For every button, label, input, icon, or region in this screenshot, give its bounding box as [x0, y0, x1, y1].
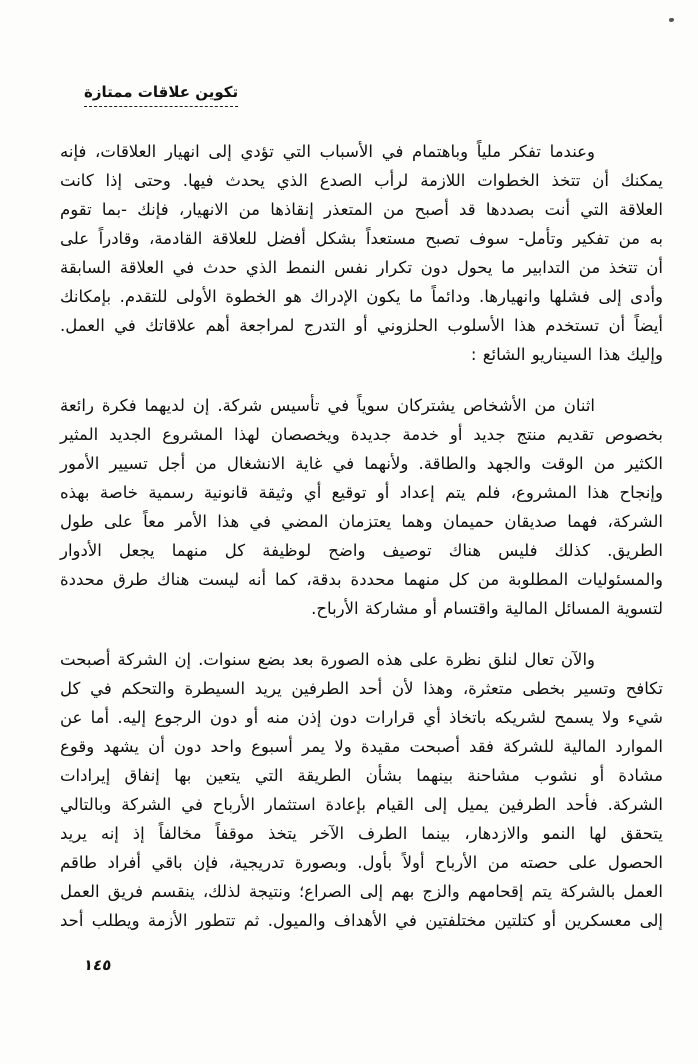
text-line: اثنان من الأشخاص يشتركان سوياً في تأسيس شركة. إن لديهما فكرة رائعة	[60, 396, 595, 415]
paragraph-2	[60, 391, 663, 623]
scan-artifact	[669, 18, 674, 22]
text-line: وعندما تفكر ملياً وباهتمام في الأسباب التي تؤدي إلى انهيار العلاقات، فإنه	[60, 142, 595, 161]
text-line: الشركة. فأحد الطرفين يميل إلى القيام بإعادة استثمار الأرباح في الشركة وبالتالي	[60, 795, 663, 814]
paragraph-1	[60, 137, 663, 369]
text-line: يمكنك أن تتخذ الخطوات اللازمة لرأب الصدع الذي يحدث فيها. وحتى إذا كانت	[60, 171, 663, 190]
body-text	[60, 137, 663, 957]
text-line: به من تفكير وتأمل- سوف تصبح مستعداً بشكل أفضل للعلاقة القادمة، وقادراً على	[60, 229, 663, 248]
text-line: الشركة، فهما صديقان حميمان وهما يعتزمان المضي في هذا الأمر معاً على طول	[60, 512, 663, 531]
text-line: الطريق. كذلك فليس هناك توصيف واضح لوظيفة كل منهما يجعل الأدوار	[60, 541, 663, 560]
paragraph-3	[60, 645, 663, 935]
text-line: العمل بالشركة يتم إقحامهم والزج بهم إلى الصراع؛ ونتيجة لذلك، ينقسم فريق العمل	[60, 882, 663, 901]
text-line: والمسئوليات المطلوبة من كل منهما محددة بدقة، كما أنه ليست هناك طرق محددة	[60, 570, 663, 589]
text-line: والآن تعال لنلق نظرة على هذه الصورة بعد بضع سنوات. إن الشركة أصبحت	[60, 650, 595, 669]
text-line: تكافح وتسير بخطى متعثرة، وهذا لأن أحد الطرفين يريد السيطرة والتحكم في كل	[60, 679, 663, 698]
text-line: وإنجاح هذا المشروع، فلم يتم إعداد أو توقيع أي وثيقة قانونية رسمية خاصة بهذه	[60, 483, 663, 502]
running-head-title: تكوين علاقات ممتازة	[84, 83, 238, 107]
text-line: إلى معسكرين أو كتلتين مختلفتين في الأهداف والميول. ثم تتطور الأزمة ويطلب أحد	[60, 911, 663, 930]
text-line: مشادة أو نشوب مشاحنة بينهما بشأن الطريقة التي يتعين بها إنفاق إيرادات	[60, 766, 663, 785]
text-line: أن تتخذ من التدابير ما يحول دون تكرار نفس النمط الذي حدث في العلاقة السابقة	[60, 258, 663, 277]
text-line: أيضاً أن تستخدم هذا الأسلوب الحلزوني أو التدرج لمراجعة أهم علاقاتك في العمل.	[60, 316, 663, 335]
text-line: العلاقة التي أنت بصددها قد أصبح من المتعذر إنقاذها من الانهيار، فإنك -بما تقوم	[60, 200, 663, 219]
text-line: يتحقق لها النمو والازدهار، بينما الطرف الآخر يتخذ موقفاً مخالفاً إذ إنه يريد	[60, 824, 663, 843]
text-line: وإليك هذا السيناريو الشائع :	[470, 345, 663, 364]
text-line: الحصول على حصته من الأرباح أولاً بأول. وبصورة تدريجية، فإن باقي أفراد طاقم	[60, 853, 663, 872]
text-line: وأدى إلى فشلها وانهيارها. ودائماً ما يكون الإدراك هو الخطوة الأولى للتقدم. بإمكانك	[60, 287, 663, 306]
text-line: لتسوية المسائل المالية واقتسام أو مشاركة الأرباح.	[311, 599, 663, 618]
running-head	[84, 82, 238, 107]
page-number: ١٤٥	[82, 956, 113, 974]
text-line: الكثير من الوقت والجهد والطاقة. ولأنهما في غاية الانشغال من أجل تسيير الأمور	[60, 454, 663, 473]
text-line: الموارد المالية للشركة فقد أصبحت مقيدة ولا يمر أسبوع واحد دون أن يشهد وقوع	[60, 737, 663, 756]
text-line: شيء ولا يسمح لشريكه باتخاذ أي قرارات دون إذن منه أو دون الرجوع إليه. أما عن	[60, 708, 663, 727]
text-line: بخصوص تقديم منتج جديد أو خدمة جديدة ويخصصان لهذا المشروع الجديد المثير	[60, 425, 663, 444]
